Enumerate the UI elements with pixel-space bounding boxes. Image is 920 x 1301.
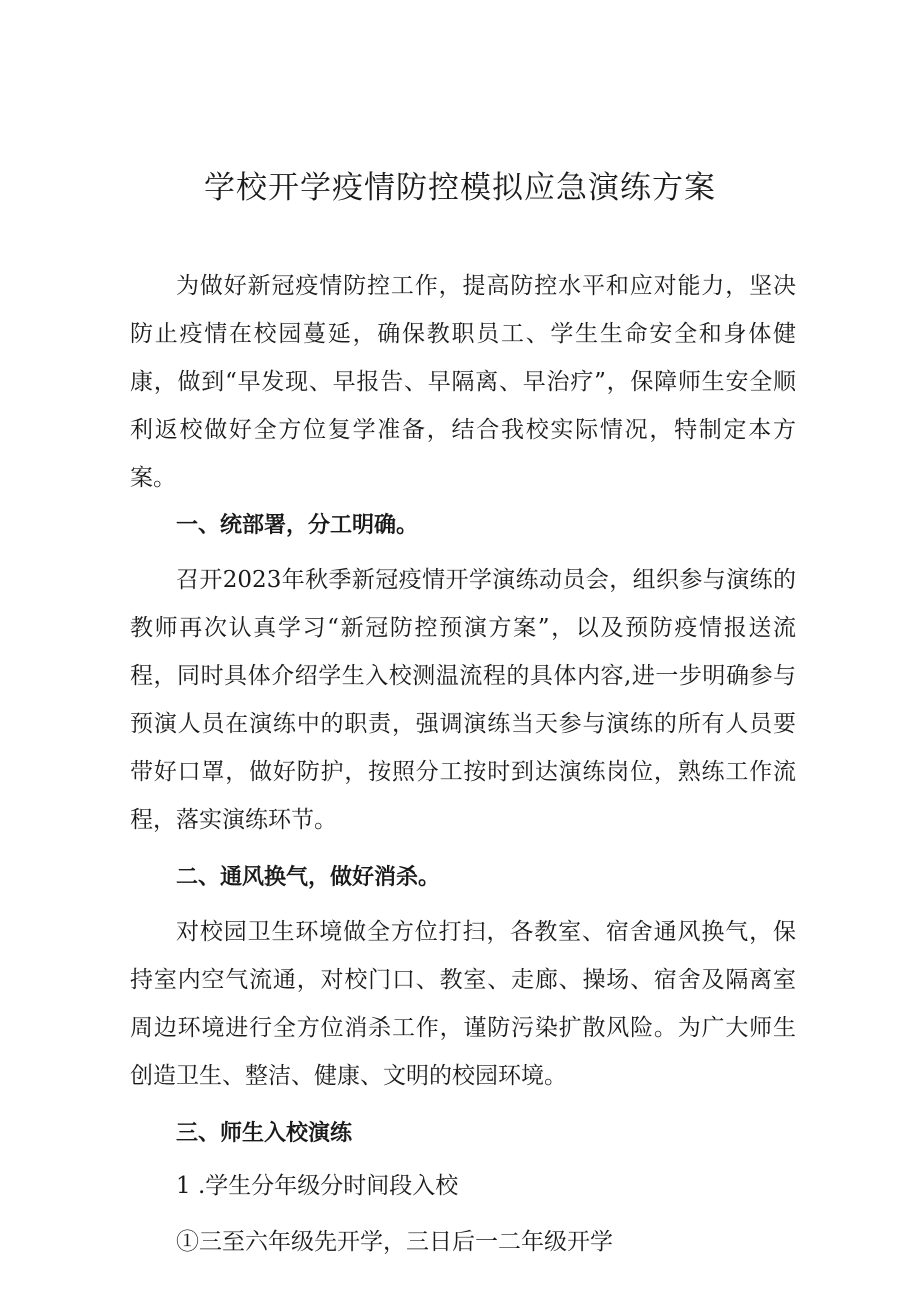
document-body (130, 262, 796, 1266)
section-heading-2: 二、通风换气，做好消杀。 (176, 865, 441, 890)
list-item-1: 1 .学生分年级分时间段入校 (176, 1173, 459, 1199)
section-heading-1: 一、统部署，分工明确。 (176, 513, 419, 538)
intro-paragraph: 为做好新冠疫情防控工作，提高防控水平和应对能力，坚决防止疫情在校园蔓延，确保教职员工、学生生命安全和身体健康，做到“早发现、早报告、早隔离、早治疗”，保障师生安全顺利返校做好全方位复学准备，结合我校实际情况，特制定本方案。 (130, 273, 796, 491)
document-title: 学校开学疫情防控模拟应急演练方案 (204, 170, 716, 206)
section-body-1: 召开2023年秋季新冠疫情开学演练动员会，组织参与演练的教师再次认真学习“新冠防控预演方案”，以及预防疫情报送流程，同时具体介绍学生入校测温流程的具体内容,进一步明确参与预演人员在演练中的职责，强调演练当天参与演练的所有人员要带好口罩，做好防护，按照分工按时到达演练岗位，熟练工作流程，落实演练环节。 (130, 567, 796, 833)
list-item-2: ①三至六年级先开学，三日后一二年级开学 (176, 1229, 613, 1255)
section-heading-3: 三、师生入校演练 (176, 1121, 353, 1146)
section-body-2: 对校园卫生环境做全方位打扫，各教室、宿舍通风换气，保持室内空气流通，对校门口、教室、走廊、操场、宿舍及隔离室周边环境进行全方位消杀工作，谨防污染扩散风险。为广大师生创造卫生、整洁、健康、文明的校园环境。 (130, 919, 796, 1089)
